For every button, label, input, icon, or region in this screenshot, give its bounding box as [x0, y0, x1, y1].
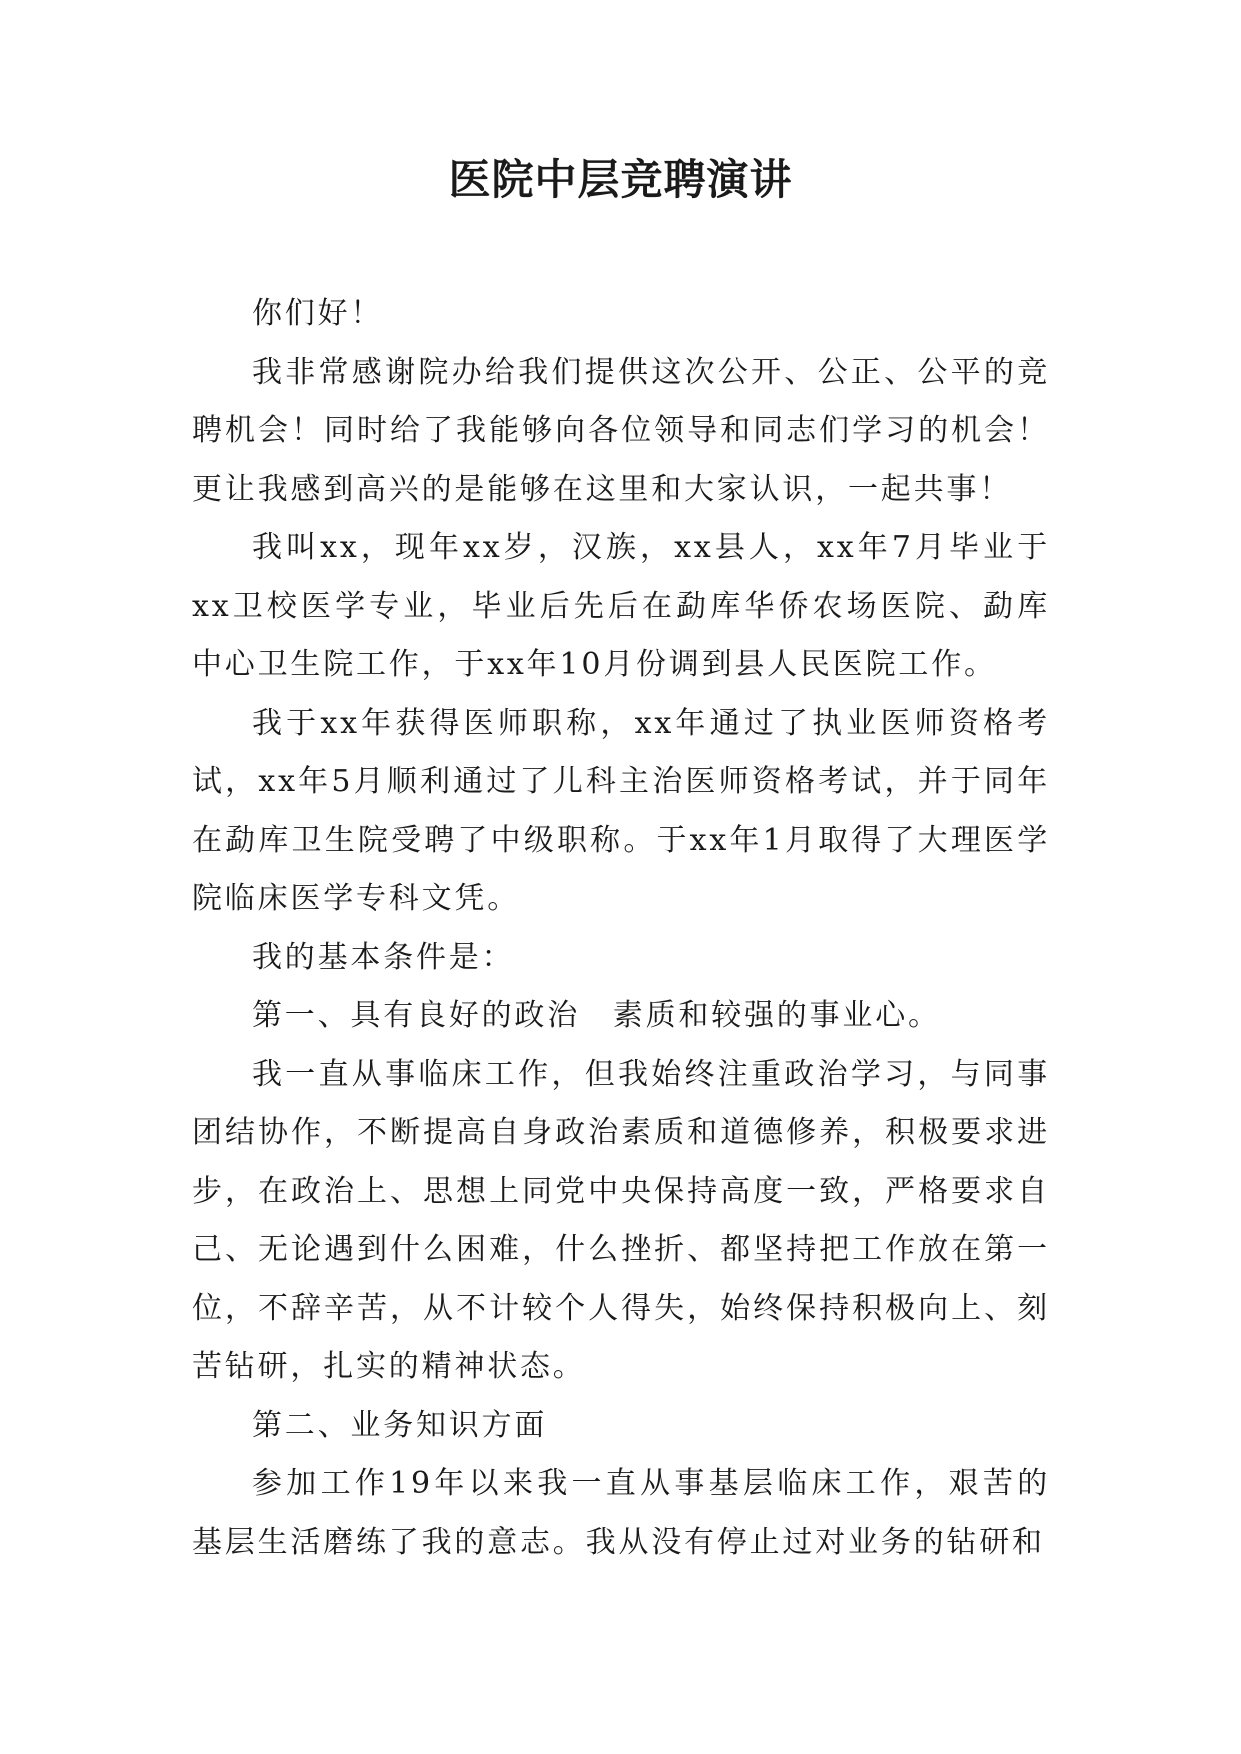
paragraph-thanks: 我非常感谢院办给我们提供这次公开、公正、公平的竞聘机会！同时给了我能够向各位领导和同志们学习的机会！更让我感到高兴的是能够在这里和大家认识，一起共事！ [192, 354, 1050, 507]
document-body [192, 285, 1050, 1572]
paragraph-conditions-heading: 我的基本条件是： [252, 939, 515, 975]
document-title: 医院中层竞聘演讲 [448, 155, 793, 204]
paragraph-point-two-heading: 第二、业务知识方面 [252, 1407, 548, 1443]
paragraph-qualifications: 我于xx年获得医师职称，xx年通过了执业医师资格考试，xx年5月顺利通过了儿科主治医师资格考试，并于同年在勐库卫生院受聘了中级职称。于xx年1月取得了大理医学院临床医学专科文凭。 [192, 705, 1050, 916]
paragraph-point-one-heading: 第一、具有良好的政治 素质和较强的事业心。 [252, 998, 941, 1033]
paragraph-introduction: 我叫xx，现年xx岁，汉族，xx县人，xx年7月毕业于xx卫校医学专业，毕业后先后在勐库华侨农场医院、勐库中心卫生院工作，于xx年10月份调到县人民医院工作。 [192, 530, 1050, 682]
paragraph-point-one-body: 我一直从事临床工作，但我始终注重政治学习，与同事团结协作，不断提高自身政治素质和道德修养，积极要求进步，在政治上、思想上同党中央保持高度一致，严格要求自己、无论遇到什么困难，什么挫折、都坚持把工作放在第一位，不辞辛苦，从不计较个人得失，始终保持积极向上、刻苦钻研，扎实的精神状态。 [192, 1056, 1050, 1384]
paragraph-point-two-body: 参加工作19年以来我一直从事基层临床工作，艰苦的基层生活磨练了我的意志。我从没有停止过对业务的钻研和 [192, 1466, 1050, 1560]
paragraph-greeting: 你们好！ [252, 296, 384, 331]
